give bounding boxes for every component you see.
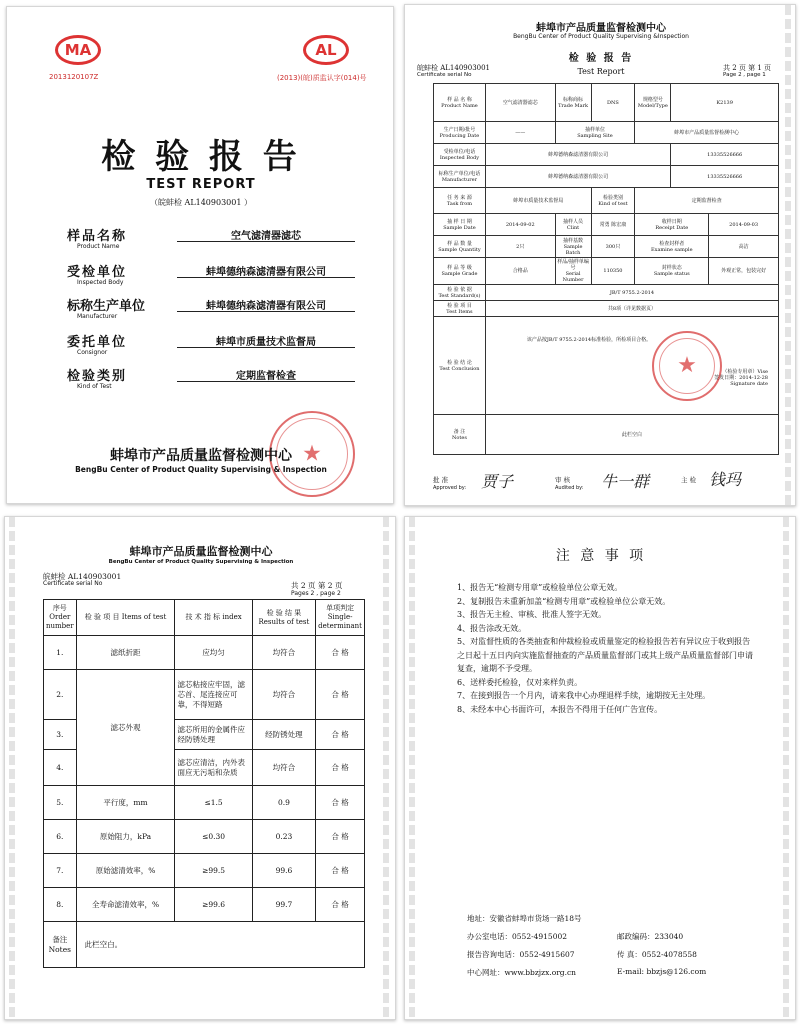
test-report-page <box>404 4 796 506</box>
table-row: 样 品 数 量 Sample Quantity 2只 抽样基数 Sample Batch 300只 检查封样者 Examine sample 高洁 <box>434 236 779 258</box>
table-row: 8. 全寿命滤清效率，% ≥99.6 99.7 合 格 <box>44 888 365 922</box>
notice-page <box>404 516 796 1020</box>
header-determinant: 单项判定 Single-determinant <box>316 600 365 636</box>
postcode: 邮政编码：233040 <box>617 932 684 941</box>
main-inspector-signature: 钱玛 <box>709 470 742 489</box>
cover-org-name: 蚌埠市产品质量监督检测中心 <box>110 448 292 464</box>
table-row: 6. 原始阻力，kPa ≤0.30 0.23 合 格 <box>44 820 365 854</box>
table-row: 受检单位/电话 Inspected Body 蚌埠德纳森滤清器有限公司 13335526666 <box>434 144 779 166</box>
table-row: 1. 滤纸折距 应均匀 均符合 合 格 <box>44 636 365 670</box>
list-item: 3、报告无主检、审核、批准人签字无效。 <box>457 610 607 619</box>
office-tel: 办公室电话：0552-4915002 <box>467 932 568 941</box>
report-title-en: Test Report <box>577 67 625 76</box>
field-label-en: Inspected Body <box>77 279 124 286</box>
notice-title: 注 意 事 项 <box>555 548 647 564</box>
email: E-mail: bbzjs@126.com <box>617 967 707 976</box>
header-index: 技 术 指 标 index <box>175 600 252 636</box>
table-row: 检 验 项 目 Test Items 共8项（详见数据页） <box>434 301 779 317</box>
report-org-name-en: BengBu Center of Product Quality Supervising &Inspection <box>513 33 689 40</box>
field-value: 蚌埠德纳森滤清器有限公司 <box>206 267 326 278</box>
header-order: 序号 Order number <box>44 600 77 636</box>
test-results-table <box>43 599 365 968</box>
cover-title-en: TEST REPORT <box>146 177 256 192</box>
table-row: 生产日期/批号 Producing Date —— 抽样单位 Sampling Site 蚌埠市产品质量监督检测中心 <box>434 122 779 144</box>
watermark-strip <box>9 517 15 1019</box>
auditor-signature: 牛一群 <box>601 472 650 491</box>
issue-date-en: Signature date <box>730 381 768 387</box>
report-serial-en: Certificate serial No <box>417 72 472 78</box>
table-row: 4. 滤芯应清洁，内外表面应无污垢和杂质 均符合 合 格 <box>44 750 365 786</box>
field-label: 委托单位 <box>67 335 128 350</box>
list-item: 8、未经本中心书面许可，本报告不得用于任何广告宣传。 <box>457 704 663 714</box>
audited-label: 审 核 <box>555 476 571 484</box>
list-item: 7、在接到报告一个月内，请来我中心办理退样手续，逾期按无主处理。 <box>457 691 711 700</box>
table-row: 标称生产单位/电话 Manufacturer 蚌埠德纳森滤清器有限公司 13335526666 <box>434 166 779 188</box>
table-row: 3. 滤芯所用的金属件应经防锈处理 经防锈处理 合 格 <box>44 720 365 750</box>
fax: 传 真：0552-4078558 <box>617 950 697 959</box>
field-label: 样品名称 <box>67 229 128 244</box>
list-item: 4、报告涂改无效。 <box>457 623 527 633</box>
data-org-name: 蚌埠市产品质量监督检测中心 <box>129 545 273 558</box>
table-row: 检 验 依 据 Test Standard(s) JB/T 9755.2-2014 <box>434 285 779 301</box>
test-data-page <box>4 516 396 1020</box>
cover-serial: （皖蚌检 AL140903001 ） <box>150 198 252 207</box>
watermark-strip <box>783 517 789 1019</box>
field-label-en: Kind of Test <box>77 383 112 390</box>
table-row: 样 品 等 级 Sample Grade 合格品 样品/抽样单编号 Serial Number 110350 封样状态 Sample status 外观正常，包装完好 <box>434 258 779 285</box>
cma-cert-number: 2013120107Z <box>49 73 99 81</box>
data-org-name-en: BengBu Center of Product Quality Supervising & Inspection <box>108 559 294 565</box>
field-label: 检验类别 <box>67 369 128 384</box>
cover-title: 检 验 报 告 <box>101 137 301 177</box>
cover-org-name-en: BengBu Center of Product Quality Supervising & Inspection <box>75 465 327 474</box>
watermark-strip <box>383 517 389 1019</box>
table-row: 2. 滤芯外观 滤芯粘接应牢固，滤芯首、尾连接应可靠，不得短路 均符合 合 格 <box>44 670 365 720</box>
table-row: 抽 样 日 期 Sample Date 2014-09-02 抽样人员 Clint 常勇 陈宏康 收样日期 Receipt Date 2014-09-03 <box>434 214 779 236</box>
cma-logo: MA <box>55 35 101 65</box>
header-item: 检 验 项 目 Items of test <box>76 600 175 636</box>
watermark-strip <box>409 517 415 1019</box>
field-label: 受检单位 <box>67 265 128 280</box>
notes-row: 备 注 Notes 此栏空白 <box>434 415 779 455</box>
field-value: 蚌埠德纳森滤清器有限公司 <box>206 301 326 312</box>
report-org-name: 蚌埠市产品质量监督检测中心 <box>536 23 666 34</box>
report-title: 检 验 报 告 <box>568 53 634 64</box>
report-page-number-en: Page 2 , page 1 <box>723 72 766 78</box>
conclusion-row: 检 验 结 论 Test Conclusion 该产品按JB/T 9755.2-2014标准检验，所检项目合格。 ★ （检验专用章）Vise 签发日期：2014-12-28 Signature date <box>434 317 779 415</box>
list-item: 2、复制报告未重新加盖“检测专用章”或检验单位公章无效。 <box>457 596 671 606</box>
report-info-table <box>433 83 779 455</box>
conclusion-text: 该产品按JB/T 9755.2-2014标准检验，所检项目合格。 <box>526 337 652 343</box>
list-item: 5、对监督性质的各类抽查和仲裁检验或质量鉴定的检验报告若有异议应于收到报告之日起十五日内向实施监督抽查的产品质量监督部门或其上级产品质量监督部门申请复查，逾期不予受理。 <box>457 637 753 673</box>
table-row: 样 品 名 称 Product Name 空气滤清器滤芯 标称商标 Trade Mark DNS 规格型号 Model/Type K2139 <box>434 84 779 122</box>
data-serial-en: Certificate serial No <box>43 580 103 587</box>
report-page-number: 共 2 页 第 1 页 <box>723 64 772 72</box>
cover-page <box>6 6 394 504</box>
main-inspector-label: 主 检 <box>681 476 697 484</box>
approved-label-en: Approved by: <box>433 485 467 491</box>
cal-logo: AL <box>303 35 349 65</box>
approved-label: 批 准 <box>433 476 449 484</box>
table-row: 5. 平行度，mm ≤1.5 0.9 合 格 <box>44 786 365 820</box>
notes-row <box>44 922 365 968</box>
address: 地址：安徽省蚌埠市货场一路18号 <box>467 914 582 923</box>
field-value: 蚌埠市质量技术监督局 <box>216 337 316 348</box>
table-row: 7. 原始滤清效率，% ≥99.5 99.6 合 格 <box>44 854 365 888</box>
field-label-en: Consignor <box>77 349 108 356</box>
data-page-number: 共 2 页 第 2 页 <box>291 581 343 590</box>
field-label-en: Product Name <box>77 243 120 250</box>
table-header-row <box>44 600 365 636</box>
approver-signature: 贾子 <box>481 472 514 491</box>
issue-date: 签发日期：2014-12-28 <box>714 375 768 381</box>
watermark-strip <box>785 5 791 505</box>
issue-stamp-label: （检验专用章）Vise <box>722 369 768 375</box>
header-result: 检 验 结 果 Results of test <box>252 600 315 636</box>
field-label: 标称生产单位 <box>67 299 146 314</box>
list-item: 6、送样委托检验，仅对来样负责。 <box>457 677 583 687</box>
data-serial: 皖蚌检 AL140903001 <box>43 572 122 581</box>
report-serial: 皖蚌检 AL140903001 <box>417 64 491 72</box>
website: 中心网址：www.bbzjzx.org.cn <box>467 968 577 977</box>
list-item: 1、报告无“检测专用章”或检验单位公章无效。 <box>457 583 623 592</box>
data-page-number-en: Pages 2 , page 2 <box>291 590 341 597</box>
field-label-en: Manufacturer <box>77 313 118 320</box>
audited-label-en: Audited by: <box>555 485 584 491</box>
cal-cert-number: (2013)(皖)质监认字(014)号 <box>277 74 367 82</box>
field-value: 空气滤清器滤芯 <box>231 231 301 242</box>
notice-list <box>457 581 757 716</box>
inspection-seal-stamp: ★ <box>652 331 722 401</box>
notes-value: 此栏空白。 <box>76 922 364 968</box>
notes-label: 备注 Notes <box>44 922 77 968</box>
field-value: 定期监督检查 <box>236 371 296 382</box>
table-row: 任 务 来 源 Task from 蚌埠市质量技术监督局 检验类别 Kind of test 定期监督检查 <box>434 188 779 214</box>
official-seal-stamp: ★ <box>269 411 355 497</box>
query-tel: 报告咨询电话：0552-4915607 <box>467 950 575 959</box>
